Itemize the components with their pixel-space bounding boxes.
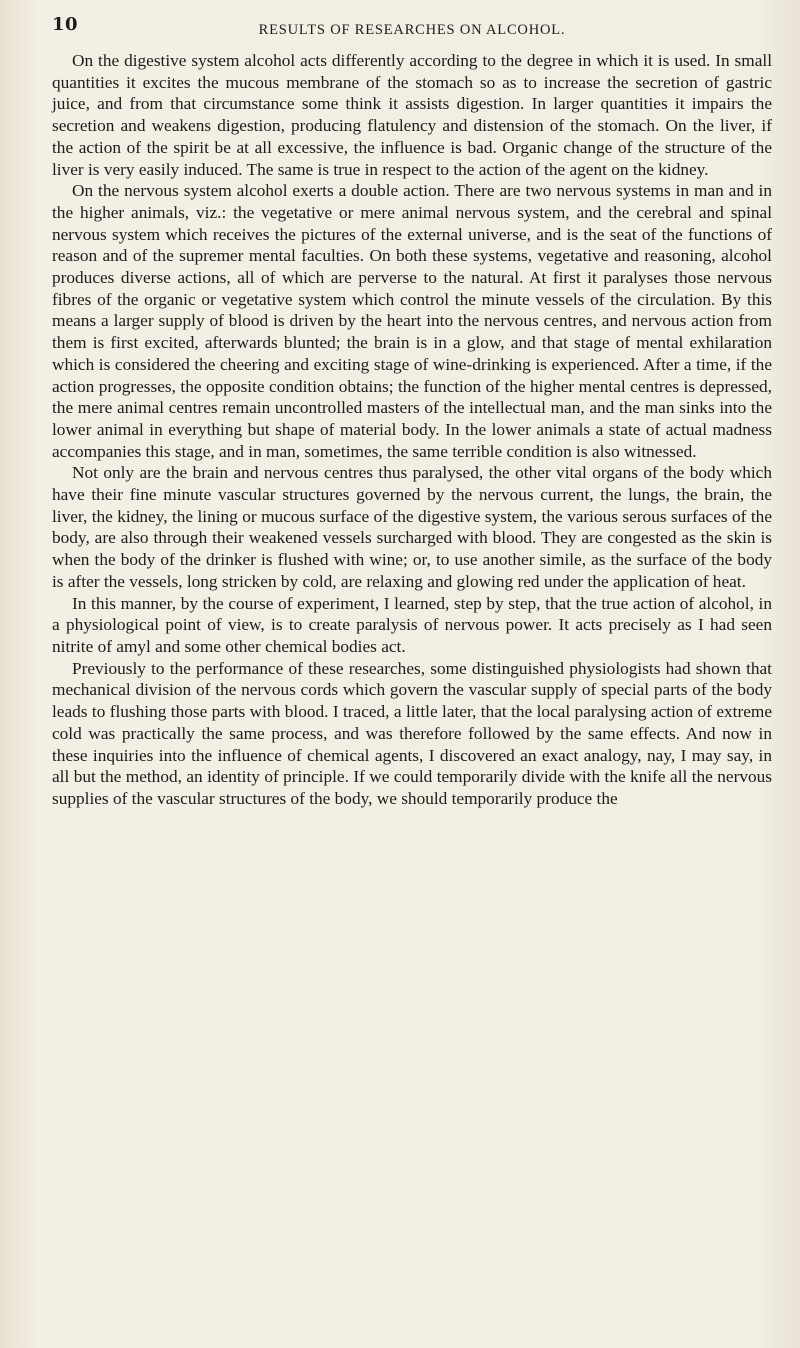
paragraph-vital-organs: Not only are the brain and nervous centres thus paralysed, the other vital organs of the body which have their fine minute vascular structures governed by the nervous current, the lungs, the brain, the liver, the kidney, the lining or mucous surface of the digestive system, the various serous surfaces of the body, are also through their weakened vessels surcharged with blood. They are congested as the skin is when the body of the drinker is flushed with wine; or, to use another simile, as the surface of the body is after the vessels, long stricken by cold, are relaxing and glowing red under the application of heat. — [52, 463, 772, 591]
page-header — [52, 0, 772, 46]
running-head: RESULTS OF RESEARCHES ON ALCOHOL. — [258, 22, 566, 38]
paragraph-nervous-system: On the nervous system alcohol exerts a double action. There are two nervous systems in man and in the higher animals, viz.: the vegetative or mere animal nervous system, and the cerebral and spinal nervous system which receives the pictures of the external universe, and is the seat of the functions of reason and of the supremer mental faculties. On both these systems, vegetative and reasoning, alcohol produces diverse actions, all of which are perverse to the natural. At first it paralyses those nervous fibres of the organic or vegetative system which control the minute vessels of the circulation. By this means a larger supply of blood is driven by the heart into the nervous centres, and nervous action from them is first excited, afterwards blunted; the brain is in a glow, and that stage of mental exhilaration which is considered the cheering and exciting stage of wine-drinking is experienced. After a time, if the action progresses, the opposite condition obtains; the function of the higher mental centres is depressed, the mere animal centres remain uncontrolled masters of the intellectual man, and the man sinks into the lower animal in everything but shape of material body. In the lower animals a state of actual madness accompanies this stage, and in man, sometimes, the same terrible condition is also witnessed. — [52, 181, 772, 461]
page-number: 10 — [52, 14, 79, 35]
paragraph-previous-research: Previously to the performance of these researches, some distinguished physiologists had shown that mechanical division of the nervous cords which govern the vascular supply of special parts of the body leads to flushing those parts with blood. I traced, a little later, that the local paralysing action of extreme cold was practically the same process, and was therefore followed by the same effects. And now in these inquiries into the influence of chemical agents, I discovered an exact analogy, nay, I may say, in all but the method, an identity of principle. If we could temporarily divide with the knife all the nervous supplies of the vascular structures of the body, we should temporarily produce the — [52, 658, 772, 808]
paragraph-digestive: On the digestive system alcohol acts differently according to the degree in which it is used. In small quantities it excites the mucous membrane of the stomach so as to increase the secretion of gastric juice, and from that circumstance some think it assists digestion. In larger quantities it impairs the secretion and weakens digestion, producing flatulency and distension of the stomach. On the liver, if the action of the spirit be at all excessive, the influence is bad. Organic change of the structure of the liver is very easily induced. The same is true in respect to the action of the agent on the kidney. — [52, 51, 772, 179]
paragraph-experiment: In this manner, by the course of experiment, I learned, step by step, that the true action of alcohol, in a physiological point of view, is to create paralysis of nervous power. It acts precisely as I had seen nitrite of amyl and some other chemical bodies act. — [52, 593, 772, 656]
body-text — [52, 50, 772, 810]
